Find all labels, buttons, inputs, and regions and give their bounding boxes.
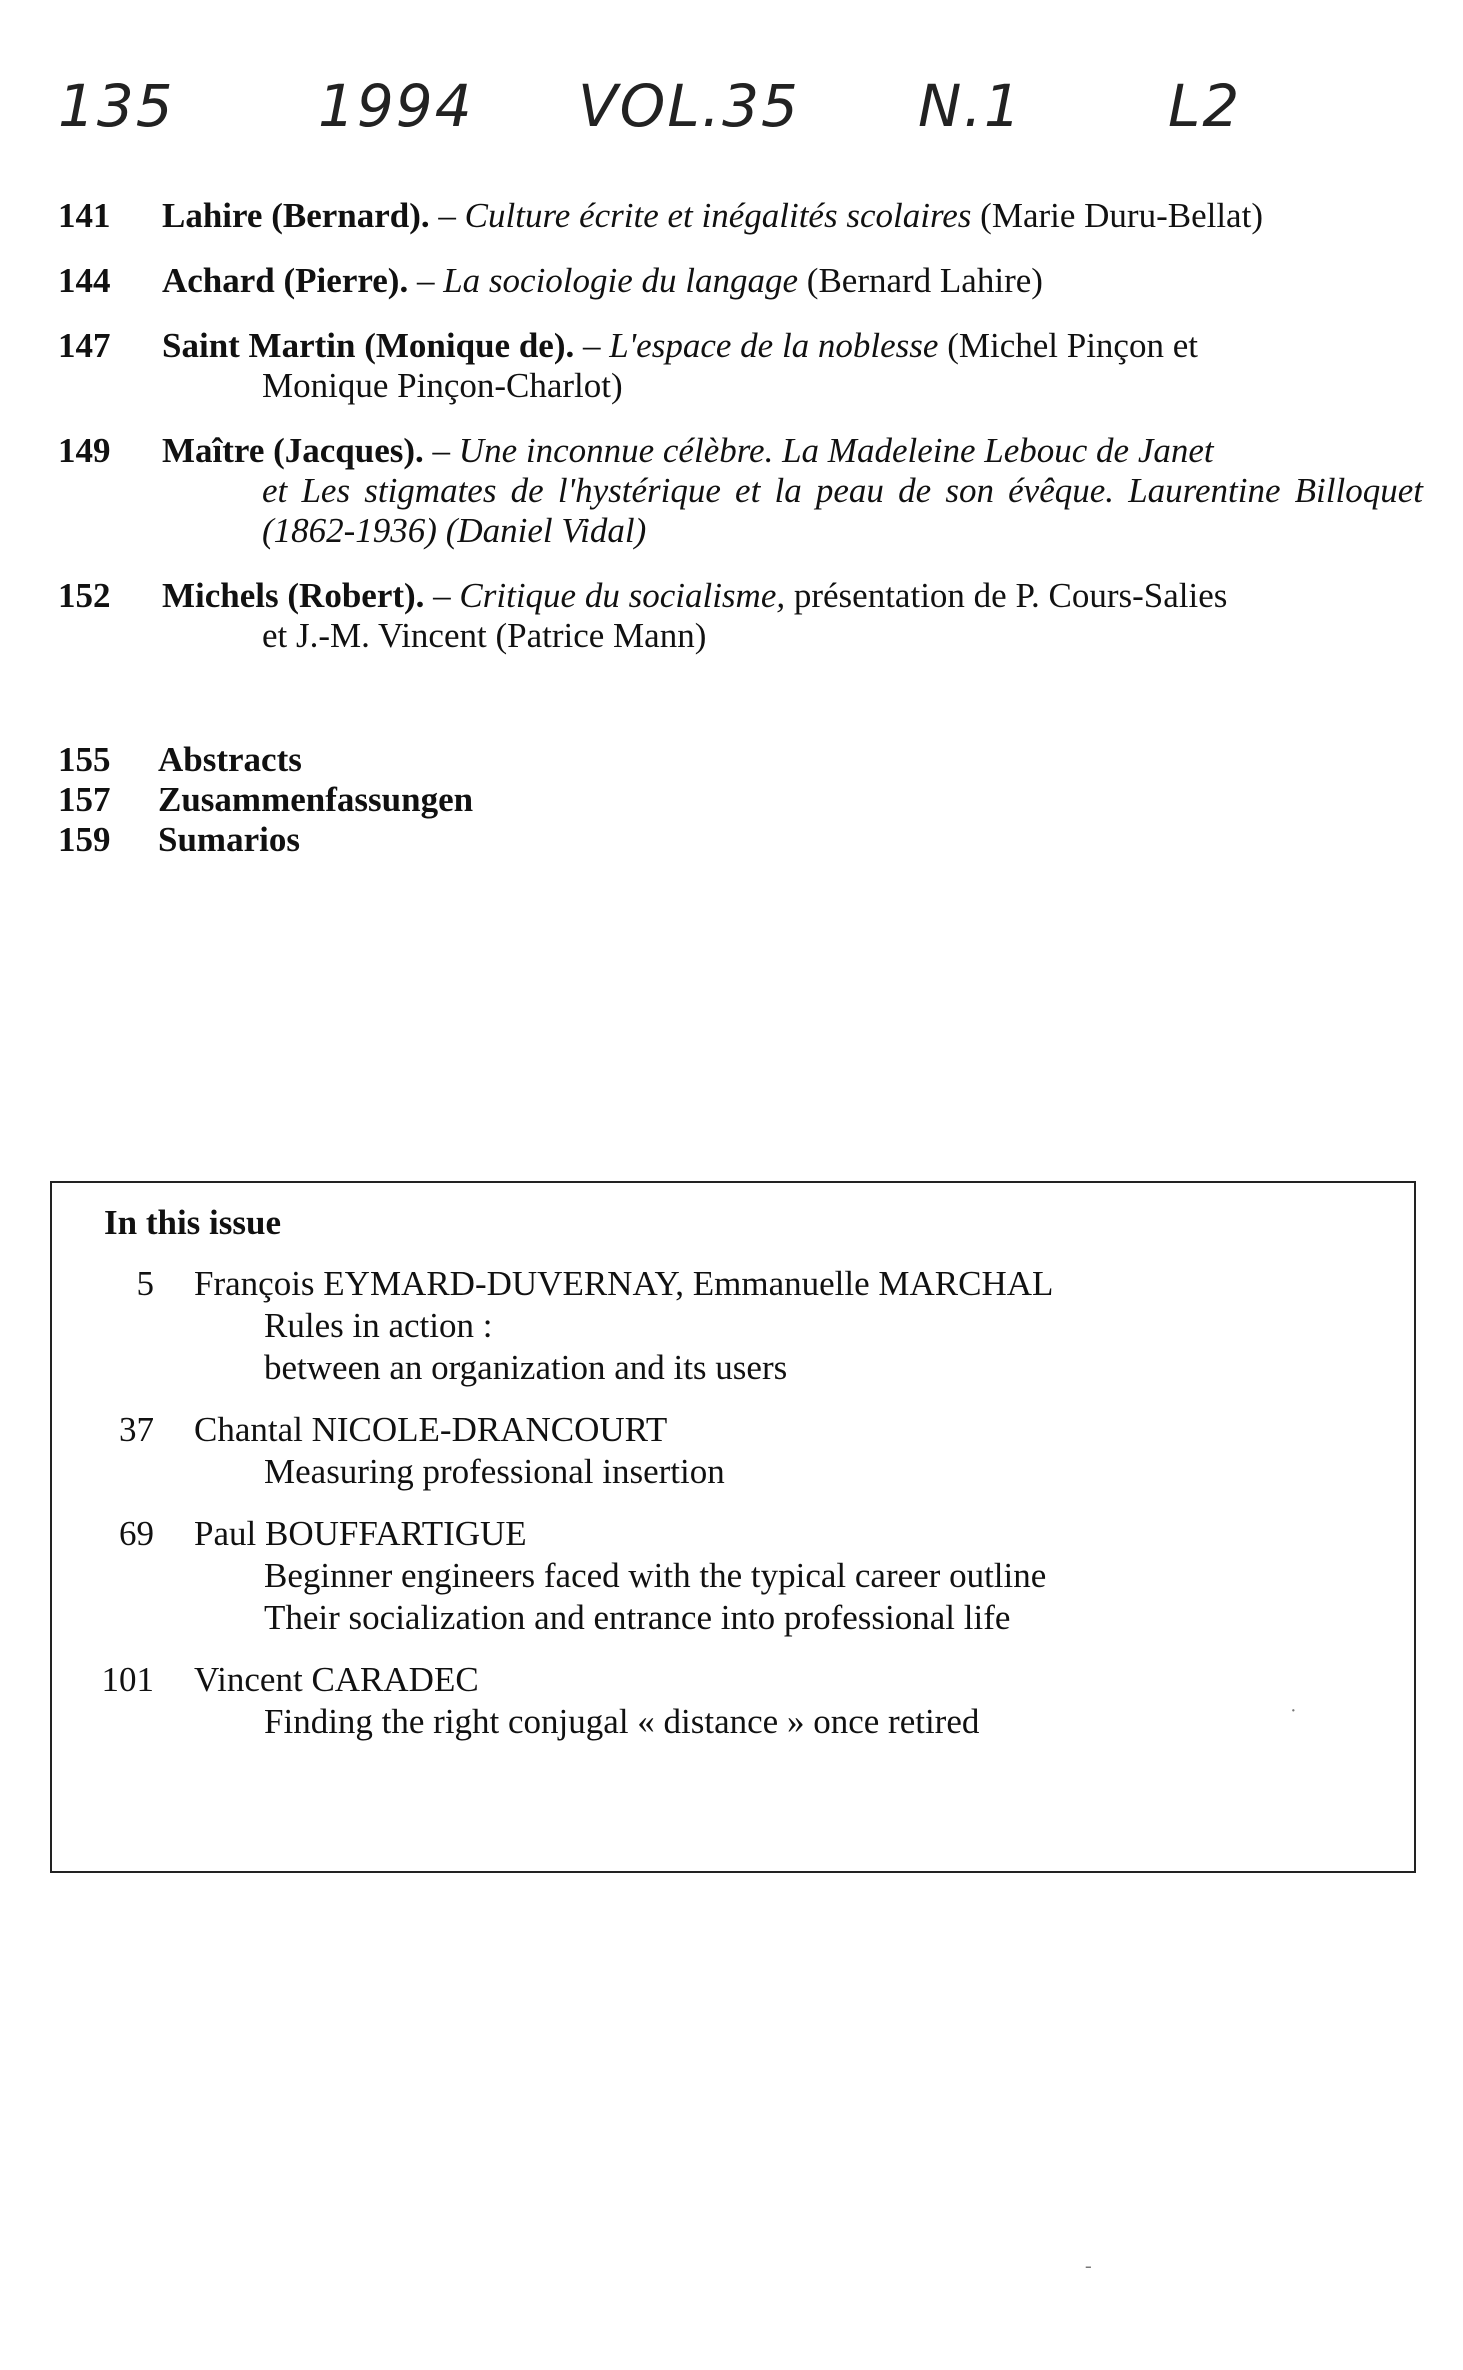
review-author: Michels (Robert). <box>162 576 425 615</box>
item-title-line: Their socialization and entrance into professional life <box>264 1598 1011 1637</box>
review-reviewer: (Marie Duru-Bellat) <box>980 196 1263 235</box>
review-page: 147 <box>58 326 111 365</box>
speck-mark: · <box>1290 1700 1297 1722</box>
section-label: Abstracts <box>158 740 302 779</box>
review-page: 152 <box>58 576 111 615</box>
section-page: 157 <box>58 780 111 819</box>
item-title-line: Measuring professional insertion <box>264 1452 725 1491</box>
item-text <box>154 1659 979 1743</box>
section-page: 155 <box>58 740 111 779</box>
review-page: 144 <box>58 261 111 300</box>
issue-items <box>92 1263 1352 1763</box>
item-page: 5 <box>136 1264 154 1303</box>
item-page: 101 <box>101 1660 154 1699</box>
hand-issue: N.1 <box>918 72 1023 140</box>
issue-item <box>92 1409 1352 1493</box>
section-page: 159 <box>58 820 111 859</box>
review-author: Achard (Pierre). <box>162 261 409 300</box>
item-title-line: Rules in action : <box>264 1306 493 1345</box>
item-text <box>154 1263 1053 1389</box>
handwritten-annotation <box>58 72 1358 162</box>
review-reviewer: présentation de P. Cours-Salies <box>793 576 1228 615</box>
item-author: François EYMARD-DUVERNAY, Emmanuelle MARCHAL <box>194 1264 1054 1303</box>
dash: – <box>582 326 601 365</box>
review-title: Critique du socialisme, <box>459 576 786 615</box>
box-heading: In this issue <box>104 1203 282 1242</box>
item-title-line: Finding the right conjugal « distance » once retired <box>264 1702 980 1741</box>
review-entry <box>58 326 1423 406</box>
hand-volume: VOL.35 <box>578 72 800 140</box>
in-this-issue-box <box>50 1181 1416 1873</box>
review-entry <box>58 261 1423 301</box>
review-text <box>162 261 1423 301</box>
dash: – <box>416 261 435 300</box>
review-reviewer: (Bernard Lahire) <box>806 261 1043 300</box>
review-author: Maître (Jacques). <box>162 431 424 470</box>
item-title-line: between an organization and its users <box>264 1348 788 1387</box>
item-author: Vincent CARADEC <box>194 1660 479 1699</box>
review-text <box>162 576 1423 656</box>
hand-year: 1994 <box>318 72 474 140</box>
hand-code: L2 <box>1168 72 1242 140</box>
review-text <box>162 196 1423 236</box>
dash: – <box>438 196 456 235</box>
review-entry <box>58 576 1423 656</box>
review-text <box>162 431 1423 551</box>
issue-item <box>92 1263 1352 1389</box>
review-reviewer: (Michel Pinçon et <box>947 326 1198 365</box>
review-continuation: Monique Pinçon-Charlot) <box>262 366 623 405</box>
item-text <box>154 1513 1046 1639</box>
speck-mark: - <box>1085 2255 1092 2277</box>
item-author: Paul BOUFFARTIGUE <box>194 1514 527 1553</box>
item-page: 69 <box>119 1514 154 1553</box>
summary-sections <box>58 740 473 860</box>
review-page: 149 <box>58 431 111 470</box>
review-text <box>162 326 1423 406</box>
review-author: Lahire (Bernard). <box>162 196 430 235</box>
section-label: Sumarios <box>158 820 300 859</box>
review-page: 141 <box>58 196 111 235</box>
issue-item <box>92 1513 1352 1639</box>
review-continuation: et J.-M. Vincent (Patrice Mann) <box>262 616 707 655</box>
review-title: Culture écrite et inégalités scolaires <box>464 196 972 235</box>
dash: – <box>433 576 451 615</box>
section-entry <box>58 780 473 820</box>
review-author: Saint Martin (Monique de). <box>162 326 575 365</box>
review-title: L'espace de la noblesse <box>609 326 939 365</box>
issue-item <box>92 1659 1352 1743</box>
book-reviews-list <box>58 196 1423 681</box>
review-entry <box>58 196 1423 236</box>
hand-number: 135 <box>58 72 175 140</box>
section-entry <box>58 820 473 860</box>
review-title: La sociologie du langage <box>443 261 799 300</box>
section-label: Zusammenfassungen <box>158 780 474 819</box>
item-title-line: Beginner engineers faced with the typical career outline <box>264 1556 1047 1595</box>
item-author: Chantal NICOLE-DRANCOURT <box>194 1410 668 1449</box>
review-entry <box>58 431 1423 551</box>
dash: – <box>432 431 451 470</box>
item-text <box>154 1409 725 1493</box>
item-page: 37 <box>119 1410 154 1449</box>
review-title: Une inconnue célèbre. La Madeleine Lebouc de Janet <box>458 431 1214 470</box>
section-entry <box>58 740 473 780</box>
review-continuation: et Les stigmates de l'hystérique et la peau de son évêque. Laurentine Billoquet (1862-1936) (Daniel Vidal) <box>262 471 1423 550</box>
